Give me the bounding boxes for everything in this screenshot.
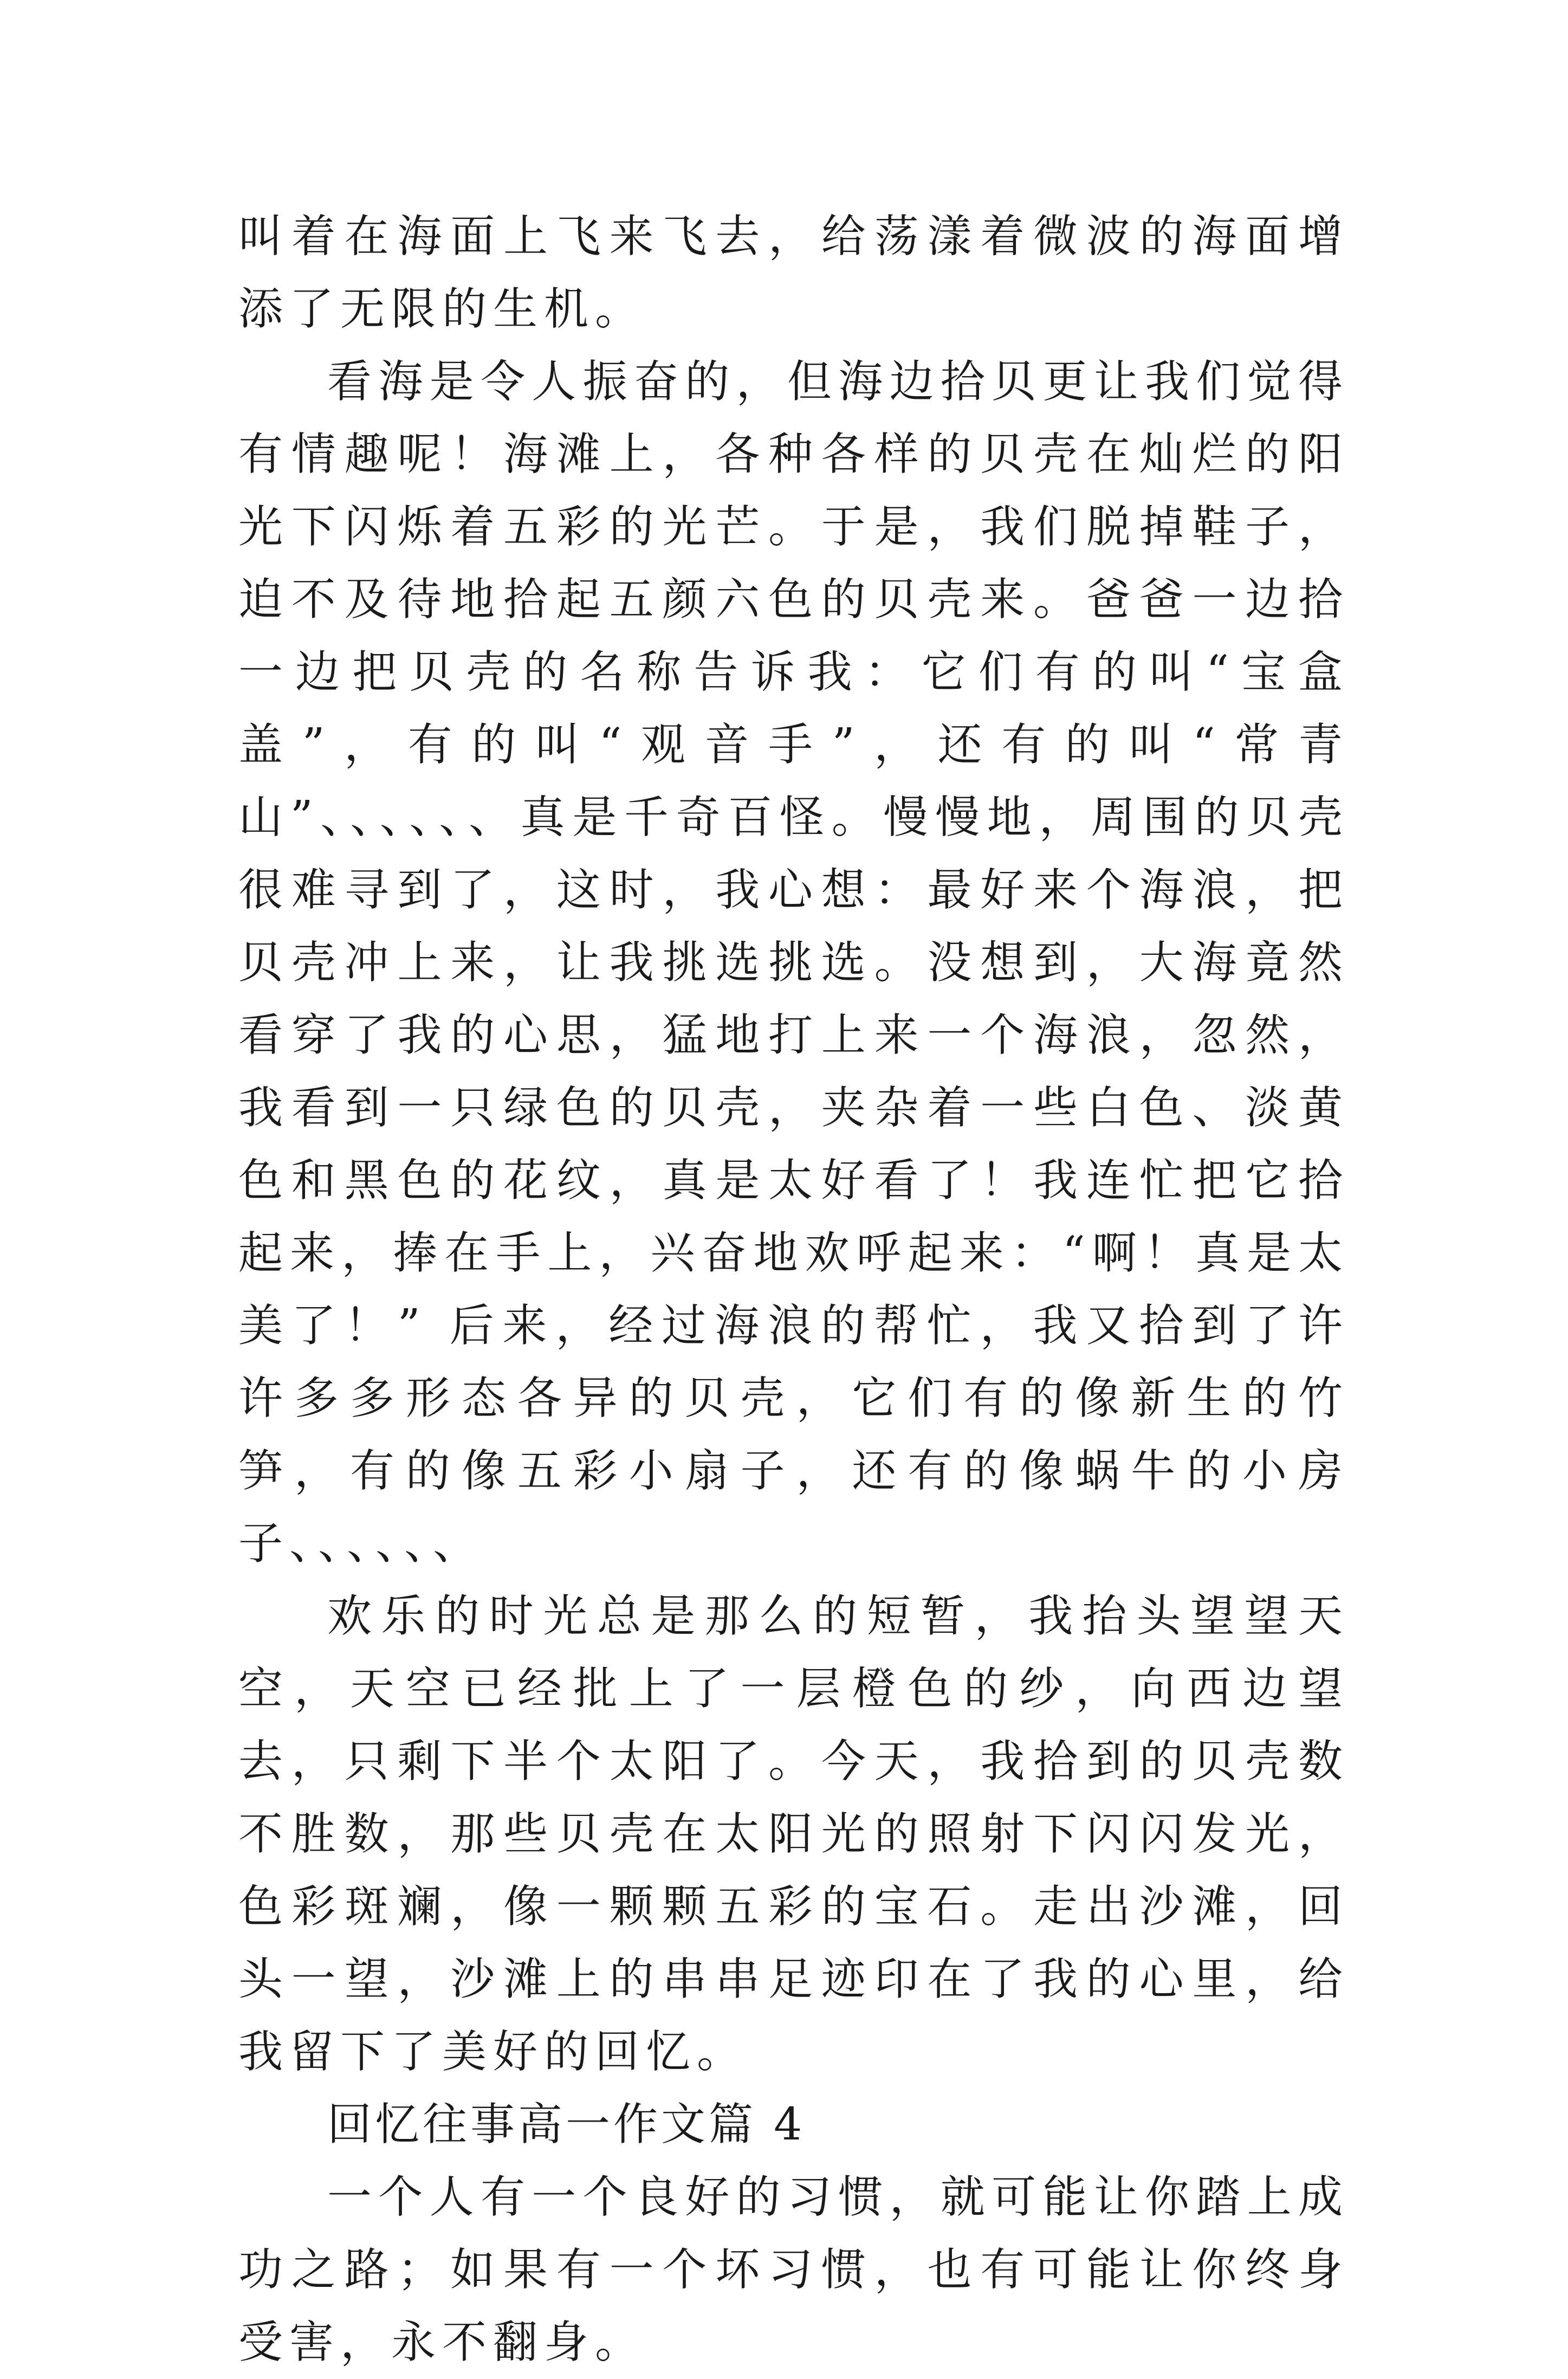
paragraph-sunset: 欢乐的时光总是那么的短暂，我抬头望望天空，天空已经批上了一层橙色的纱，向西边望去，只剩下半个太阳了。今天，我拾到的贝壳数不胜数，那些贝壳在太阳光的照射下闪闪发光，色彩斑斓，像一颗颗五彩的宝石。走出沙滩，回头一望，沙滩上的串串足迹印在了我的心里，给我留下了美好的回忆。 — [238, 1591, 1349, 2078]
paragraph-continuation: 叫着在海面上飞来飞去，给荡漾着微波的海面增添了无限的生机。 — [238, 211, 1349, 335]
paragraph-habits: 一个人有一个良好的习惯，就可能让你踏上成功之路；如果有一个坏习惯，也有可能让你终身受害，永不翻身。 — [238, 2171, 1349, 2368]
document-body — [238, 201, 1349, 2379]
section-heading: 回忆往事高一作文篇 4 — [327, 2099, 806, 2150]
paragraph-shell-collecting: 看海是令人振奋的，但海边拾贝更让我们觉得有情趣呢！海滩上，各种各样的贝壳在灿烂的阳光下闪烁着五彩的光芒。于是，我们脱掉鞋子，迫不及待地拾起五颜六色的贝壳来。爸爸一边拾一边把贝壳的名称告诉我：它们有的叫“宝盒盖”，有的叫“观音手”，还有的叫“常青山”、、、、、、真是千奇百怪。慢慢地，周围的贝壳很难寻到了，这时，我心想：最好来个海浪，把贝壳冲上来，让我挑选挑选。没想到，大海竟然看穿了我的心思，猛地打上来一个海浪，忽然，我看到一只绿色的贝壳，夹杂着一些白色、淡黄色和黑色的花纹，真是太好看了！我连忙把它拾起来，捧在手上，兴奋地欢呼起来：“啊！真是太美了！” 后来，经过海浪的帮忙，我又拾到了许许多多形态各异的贝壳，它们有的像新生的竹笋，有的像五彩小扇子，还有的像蜗牛的小房子、、、、、、 — [238, 356, 1349, 1569]
